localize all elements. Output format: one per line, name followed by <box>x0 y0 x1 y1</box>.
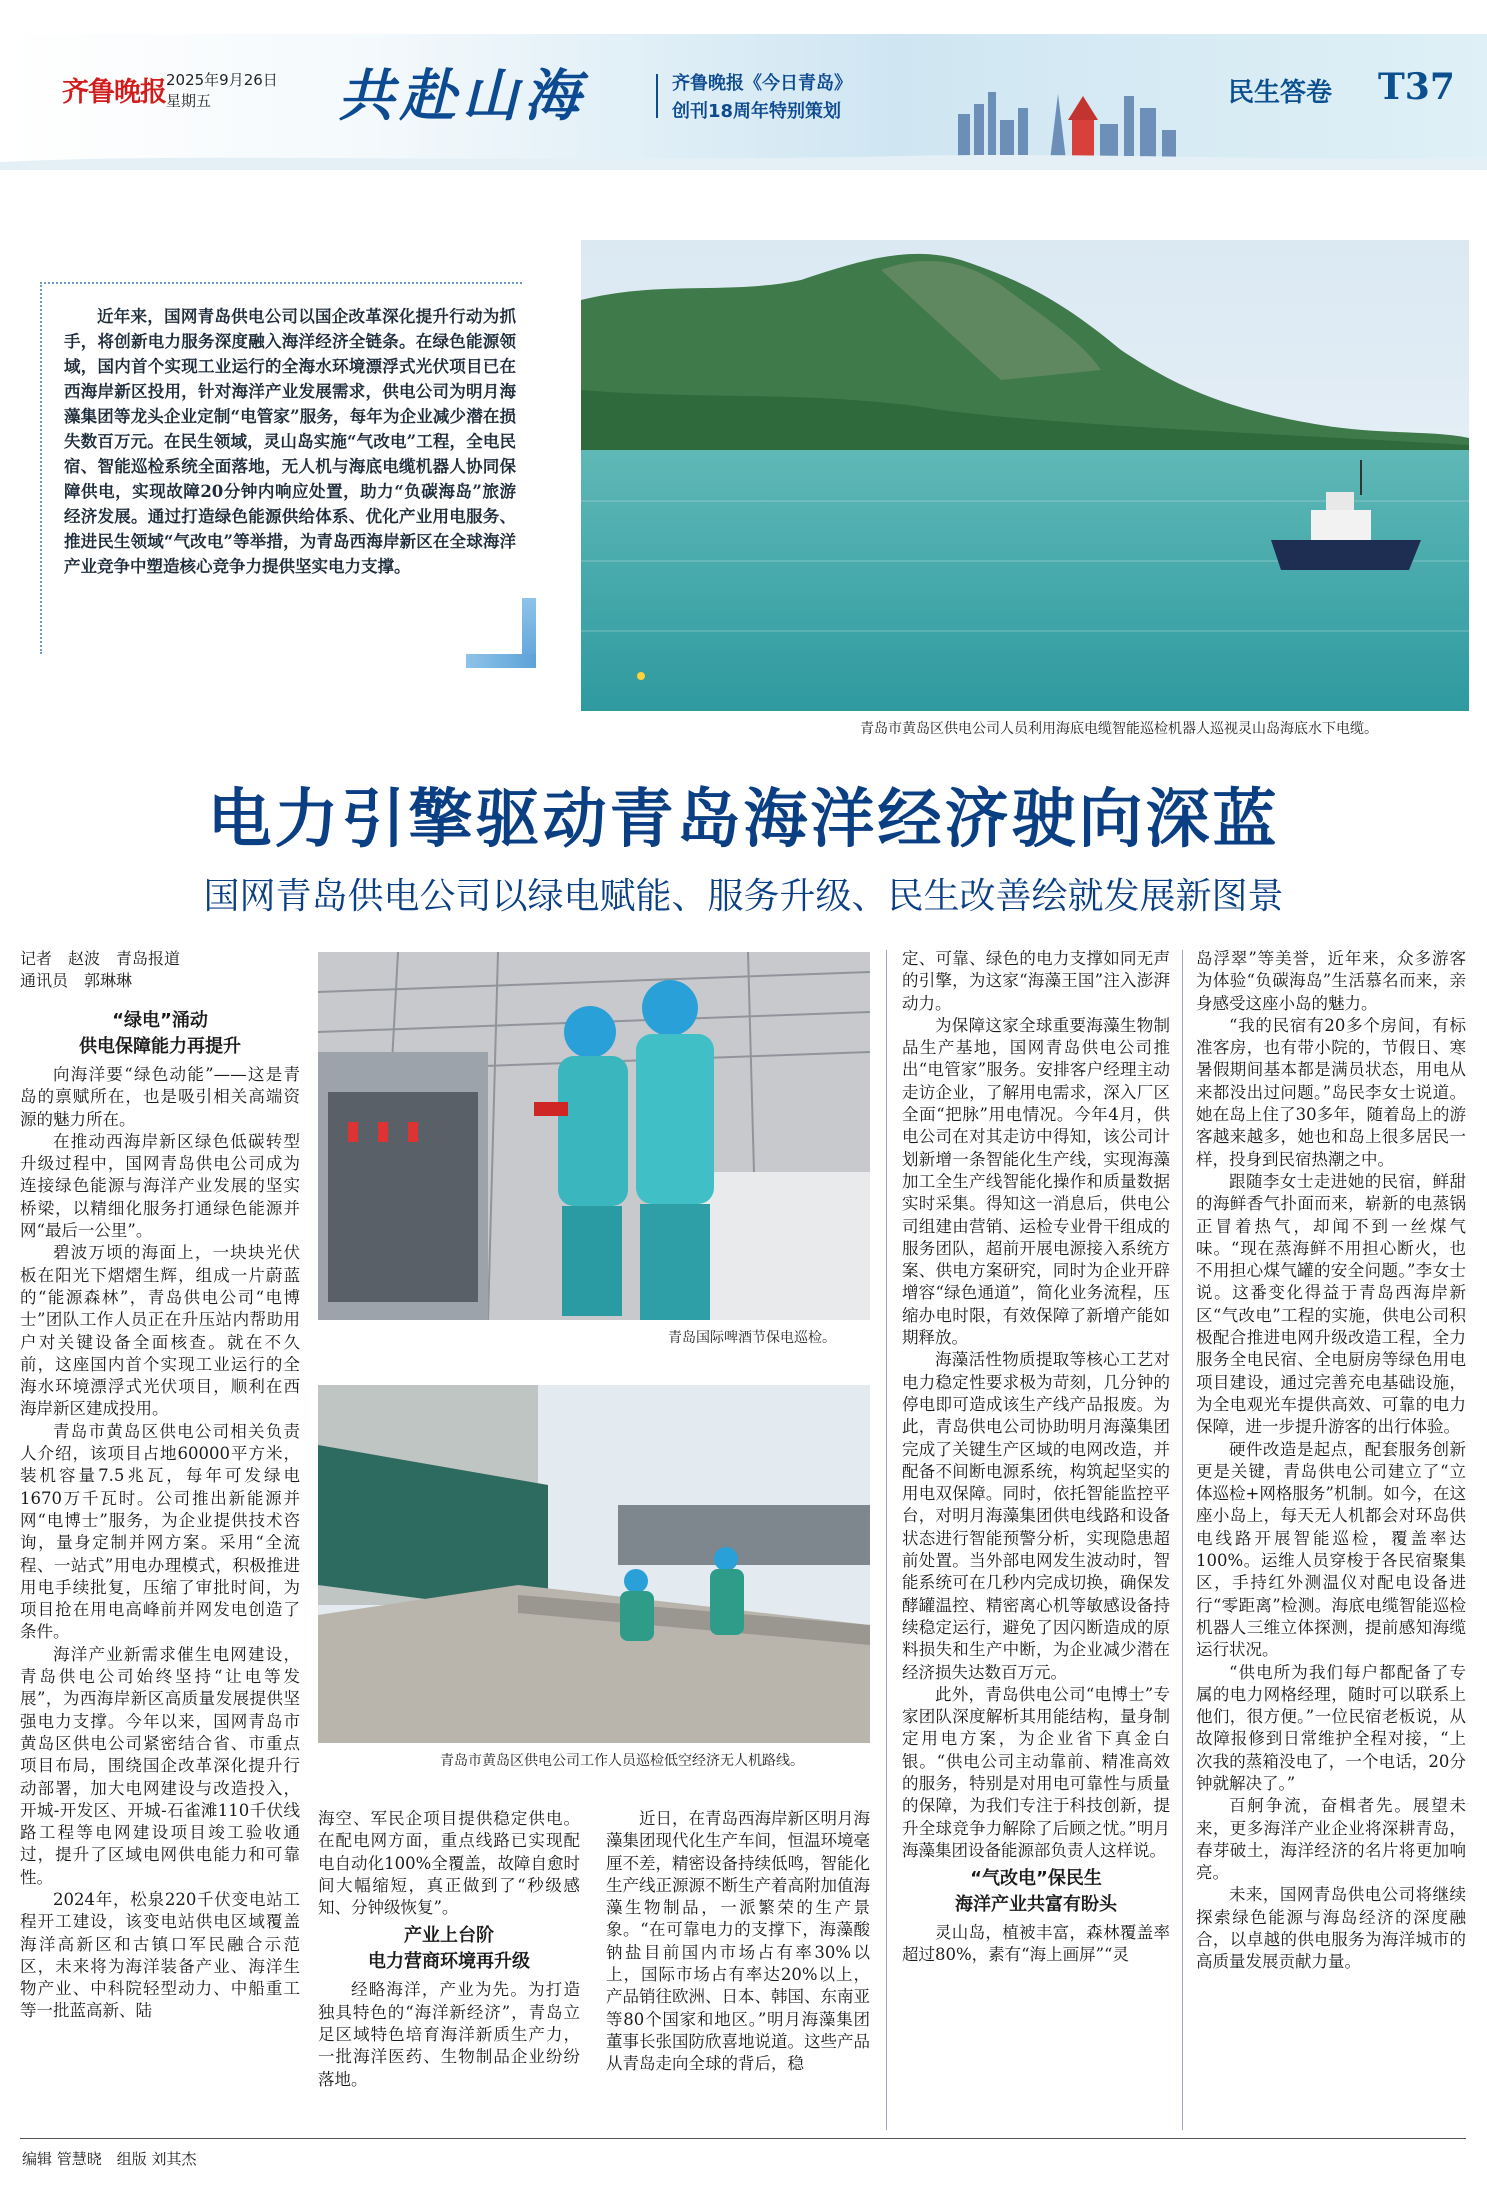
paragraph: 灵山岛，植被丰富，森林覆盖率超过80%，素有“海上画屏”“灵 <box>902 1923 1170 1965</box>
subhead-1-line2: 供电保障能力再提升 <box>79 1036 241 1057</box>
main-headline: 电力引擎驱动青岛海洋经济驶向深蓝 <box>207 782 1280 857</box>
column-5 <box>1196 948 1466 1974</box>
paragraph: 海洋产业新需求催生电网建设，青岛供电公司始终坚持“让电等发展”，为西海岸新区高质量发展提供坚强电力支撑。今年以来，国网青岛市黄岛区供电公司紧密结合省、市重点项目布局，围绕国企改革深化提升行动部署，加大电网建设与改造投入，开城-开发区、开城-石雀滩110千伏线路工程等电网建设项目竣工验收通过，提升了区域电网供电能力和可靠性。 <box>20 1644 300 1887</box>
issue-date-block <box>166 70 278 112</box>
special-plan-line2: 创刊18周年特别策划 <box>672 101 842 122</box>
paragraph: 海空、军民企项目提供稳定供电。在配电网方面，重点线路已实现配电自动化100%全覆盖，故障自愈时间大幅缩短，真正做到了“秒级感知、分钟级恢复”。 <box>318 1809 580 1918</box>
special-plan-line1: 齐鲁晚报《今日青岛》 <box>672 73 852 94</box>
column-rule <box>886 950 887 2130</box>
paragraph: 经略海洋，产业为先。为打造独具特色的“海洋新经济”，青岛立足区域特色培育海洋新质生产力，一批海洋医药、生物制品企业纷纷落地。 <box>318 1980 580 2089</box>
paragraph: 青岛市黄岛区供电公司相关负责人介绍，该项目占地60000平方米，装机容量7.5兆瓦，每年可发绿电1670万千瓦时。公司推出新能源并网“电博士”服务，为企业提供技术咨询，量身定制并网方案。采用“全流程、一站式”用电办理模式，积极推进用电手续批复，压缩了审批时间，为项目抢在用电高峰前并网发电创造了条件。 <box>20 1421 300 1642</box>
section-name: 民生答卷 <box>1228 78 1333 108</box>
issue-date: 2025年9月26日 <box>166 71 278 89</box>
paragraph: 百舸争流，奋楫者先。展望未来，更多海洋产业企业将深耕青岛，春芽破土，海洋经济的名片将更加响亮。 <box>1196 1796 1466 1883</box>
feature-title: 共赴山海 <box>338 63 586 129</box>
paragraph: 在推动西海岸新区绿色低碳转型升级过程中，国网青岛供电公司成为连接绿色能源与海洋产业发展的坚实桥梁，以精细化服务打通绿色能源并网“最后一公里”。 <box>20 1131 300 1241</box>
island-sea-illustration <box>581 240 1469 711</box>
intro-corner-accent-bottom <box>466 654 536 668</box>
subhead-2-line2: 电力营商环境再升级 <box>368 1951 530 1973</box>
photo3-caption: 青岛市黄岛区供电公司工作人员巡检低空经济无人机路线。 <box>440 1753 804 1769</box>
paragraph: 2024年，松泉220千伏变电站工程开工建设，该变电站供电区域覆盖海洋高新区和古镇口军民融合示范区，未来将为海洋装备产业、海洋生物产业、中科院轻型动力、中船重工等一批蓝高新、陆 <box>20 1889 300 2021</box>
column-1 <box>20 948 300 2023</box>
paragraph: 碧波万顷的海面上，一块块光伏板在阳光下熠熠生辉，组成一片蔚蓝的“能源森林”，青岛供电公司“电博士”团队工作人员正在升压站内帮助用户对关键设备全面核查。就在不久前，这座国内首个实现工业运行的全海水环境漂浮式光伏项目，顺利在西海岸新区建成投用。 <box>20 1243 300 1419</box>
title-divider <box>656 74 658 118</box>
paragraph: 近日，在青岛西海岸新区明月海藻集团现代化生产车间，恒温环境毫厘不差，精密设备持续低鸣，智能化生产线正源源不断生产着高附加值海藻生物制品，一派繁荣的生产景象。“在可靠电力的支撑下，海藻酸钠盐目前国内市场占有率30%以上，国际市场占有率达20%以上，产品销往欧洲、日本、韩国、东南亚等80个国家和地区。”明月海藻集团董事长张国防欣喜地说道。这些产品从青岛走向全球的背后，稳 <box>606 1809 870 2074</box>
photo2-caption: 青岛国际啤酒节保电巡检。 <box>668 1330 836 1346</box>
photo1-caption: 青岛市黄岛区供电公司人员利用海底电缆智能巡检机器人巡视灵山岛海底水下电缆。 <box>860 721 1378 737</box>
subhead-2-line1: 产业上台阶 <box>404 1925 494 1947</box>
photo-beer-festival <box>318 952 870 1320</box>
editor-credit: 编辑 管慧晓 组版 刘其杰 <box>22 2150 197 2168</box>
photo-pier-inspection <box>318 1385 870 1743</box>
subhead-3-line1: “气改电”保民生 <box>970 1868 1102 1890</box>
paragraph: 此外，青岛供电公司“电博士”专家团队深度解析其用能结构，量身制定用电方案，为企业省下真金白银。“供电公司主动靠前、精准高效的服务，特别是对用电可靠性与质量的保障，为我们专注于科技创新，提升全球竞争力解除了后顾之忧。”明月海藻集团设备能源部负责人这样说。 <box>902 1684 1170 1860</box>
sub-headline: 国网青岛供电公司以绿电赋能、服务升级、民生改善绘就发展新图景 <box>203 876 1284 917</box>
paragraph: “供电所为我们每户都配备了专属的电力网格经理，随时可以联系上他们，很方便。”一位民宿老板说，从故障报修到日常维护全程对接，“上次我的蒸箱没电了，一个电话，20分钟就解决了。” <box>1196 1662 1466 1793</box>
subhead-3-line2: 海洋产业共富有盼头 <box>955 1894 1117 1916</box>
beer-festival-illustration <box>318 952 870 1320</box>
byline-correspondent: 通讯员 郭琳琳 <box>20 971 133 990</box>
column-4 <box>902 948 1170 1967</box>
column-rule <box>1182 950 1183 2130</box>
column-2-bottom <box>318 1808 580 2091</box>
paragraph: 岛浮翠”等美誉，近年来，众多游客为体验“负碳海岛”生活慕名而来，亲身感受这座小岛的魅力。 <box>1196 949 1466 1013</box>
paragraph: 跟随李女士走进她的民宿，鲜甜的海鲜香气扑面而来，崭新的电蒸锅正冒着热气，却闻不到一丝煤气味。“现在蒸海鲜不用担心断火，也不用担心煤气罐的安全问题。”李女士说。这番变化得益于青岛西海岸新区“气改电”工程的实施，供电公司积极配合推进电网升级改造工程，全力服务全电民宿、全电厨房等绿色用电项目建设，通过完善充电基础设施，为全电观光车提供高效、可靠的电力保障，进一步提升游客的出行体验。 <box>1196 1171 1466 1437</box>
photo-island-sea <box>581 240 1469 711</box>
intro-text: 近年来，国网青岛供电公司以国企改革深化提升行动为抓手，将创新电力服务深度融入海洋经济全链条。在绿色能源领域，国内首个实现工业运行的全海水环境漂浮式光伏项目已在西海岸新区投用，针对海洋产业发展需求，供电公司为明月海藻集团等龙头企业定制“电管家”服务，每年为企业减少潜在损失数百万元。在民生领域，灵山岛实施“气改电”工程，全电民宿、智能巡检系统全面落地，无人机与海底电缆机器人协同保障供电，实现故障20分钟内响应处置，助力“负碳海岛”旅游经济发展。通过打造绿色能源供给体系、优化产业用电服务、推进民生领域“气改电”等举措，为青岛西海岸新区在全球海洋产业竞争中塑造核心竞争力提供坚实电力支撑。 <box>64 307 516 576</box>
newspaper-logo: 齐鲁晚报 <box>62 77 166 108</box>
column-3-bottom <box>606 1808 870 2076</box>
paragraph: 海藻活性物质提取等核心工艺对电力稳定性要求极为苛刻，几分钟的停电即可造成该生产线产品报废。为此，青岛供电公司协助明月海藻集团完成了关键生产区域的电网改造，并配备不间断电源系统，构筑起坚实的用电双保障。同时，依托智能监控平台，对明月海藻集团供电线路和设备状态进行智能预警分析，实现隐患超前处置。当外部电网发生波动时，智能系统可在几秒内完成切换，确保发酵罐温控、精密离心机等敏感设备持续稳定运行，避免了因闪断造成的原料损失和生产中断，为企业减少潜在经济损失达数百万元。 <box>902 1350 1170 1682</box>
paragraph: 为保障这家全球重要海藻生物制品生产基地，国网青岛供电公司推出“电管家”服务。安排客户经理主动走访企业，了解用电需求，深入厂区全面“把脉”用电情况。今年4月，供电公司在对其走访中得知，该公司计划新增一条智能化生产线，实现海藻加工全生产线智能化操作和质量数据实时采集。得知这一消息后，供电公司组建由营销、运检专业骨干组成的服务团队，超前开展电源接入系统方案、供电方案研究，同时为企业开辟增容“绿色通道”，简化业务流程，压缩办电时限，有效保障了新增产能如期释放。 <box>902 1015 1170 1348</box>
pier-illustration <box>318 1385 870 1743</box>
intro-box <box>40 282 522 654</box>
paragraph: 未来，国网青岛供电公司将继续探索绿色能源与海岛经济的深度融合，以卓越的供电服务为海洋城市的高质量发展贡献力量。 <box>1196 1885 1466 1972</box>
subhead-1-line1: “绿电”涌动 <box>112 1010 208 1031</box>
paragraph: “我的民宿有20多个房间，有标准客房，也有带小院的，节假日、寒暑假期间基本都是满员状态，用电从来都没出过问题。”岛民李女士说道。她在岛上住了30多年，随着岛上的游客越来越多，她也和岛上很多居民一样，投身到民宿热潮之中。 <box>1196 1015 1466 1169</box>
paragraph: 定、可靠、绿色的电力支撑如同无声的引擎，为这家“海藻王国”注入澎湃动力。 <box>902 949 1170 1013</box>
page-number: T37 <box>1378 66 1455 108</box>
footer-rule <box>20 2138 1466 2139</box>
paragraph: 向海洋要“绿色动能”——这是青岛的禀赋所在，也是吸引相关高端资源的魅力所在。 <box>20 1065 300 1129</box>
paragraph: 硬件改造是起点，配套服务创新更是关键，青岛供电公司建立了“立体巡检+网格服务”机制。如今，在这座小岛上，每天无人机都会对环岛供电线路开展智能巡检，覆盖率达100%。运维人员穿梭于各民宿聚集区，手持红外测温仪对配电设备进行“零距离”检测。海底电缆智能巡检机器人三维立体探测，提前感知海缆运行状况。 <box>1196 1439 1466 1660</box>
byline-reporter: 记者 赵波 青岛报道 <box>20 949 181 968</box>
special-plan-block <box>672 70 852 126</box>
issue-weekday: 星期五 <box>166 92 212 110</box>
